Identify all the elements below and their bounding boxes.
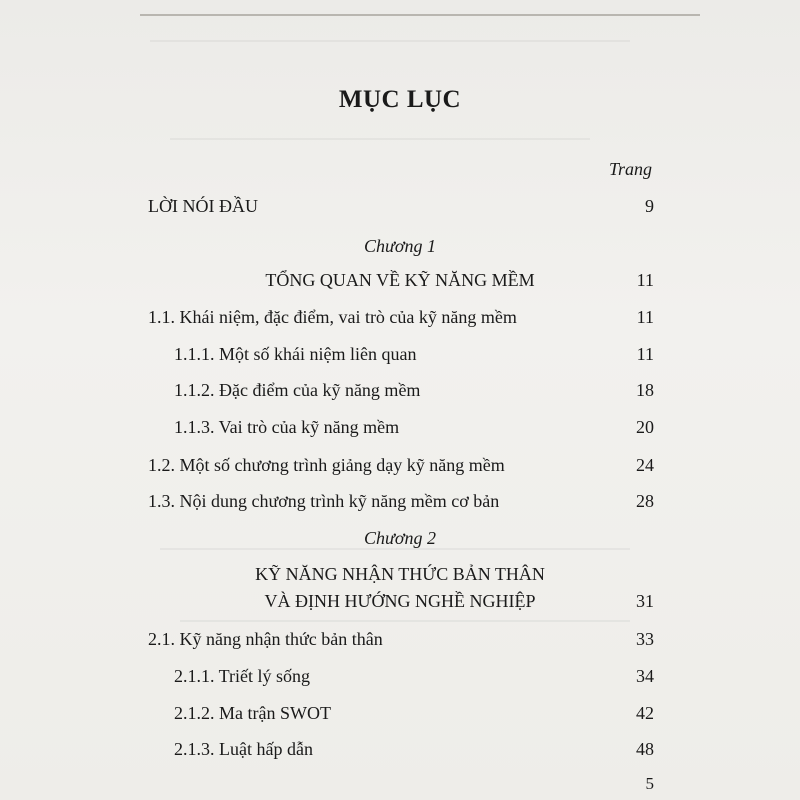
page-top-edge (140, 14, 700, 16)
toc-entry-label: 1.3. Nội dung chương trình kỹ năng mềm cơ bản (148, 491, 500, 511)
page-column-header: Trang (608, 159, 652, 179)
chapter-heading: VÀ ĐỊNH HƯỚNG NGHỀ NGHIỆP (264, 591, 536, 611)
page-number: 5 (645, 774, 654, 793)
toc-entry-label: 2.1.1. Triết lý sống (174, 666, 311, 686)
toc-entry-label: 1.1.1. Một số khái niệm liên quan (174, 344, 417, 364)
toc-entry-page: 28 (636, 491, 654, 511)
toc-entry-page: 48 (636, 739, 654, 759)
toc-entry-page: 24 (636, 455, 654, 475)
toc-entry-page: 11 (636, 344, 654, 364)
toc-entry-label: 1.1.2. Đặc điểm của kỹ năng mềm (174, 380, 421, 400)
toc-entry-page: 9 (645, 196, 654, 216)
toc-entry-label: 2.1.3. Luật hấp dẫn (174, 739, 313, 759)
toc-entry-page: 42 (636, 703, 654, 723)
toc-entry-label: 1.2. Một số chương trình giảng dạy kỹ năng mềm (148, 455, 505, 475)
chapter-label: Chương 2 (364, 528, 436, 548)
chapter-label: Chương 1 (364, 236, 436, 256)
toc-entry-label: LỜI NÓI ĐẦU (148, 196, 258, 216)
chapter-page: 11 (636, 270, 654, 290)
toc-entry-label: 1.1. Khái niệm, đặc điểm, vai trò của kỹ năng mềm (148, 307, 517, 327)
chapter-page: 31 (636, 591, 654, 611)
toc-entry-label: 1.1.3. Vai trò của kỹ năng mềm (174, 417, 400, 437)
toc-entry-label: 2.1.2. Ma trận SWOT (174, 703, 331, 723)
toc-entry-page: 11 (636, 307, 654, 327)
toc-entry-label: 2.1. Kỹ năng nhận thức bản thân (148, 629, 383, 649)
bleed-through-mark (150, 40, 630, 42)
chapter-heading: TỔNG QUAN VỀ KỸ NĂNG MỀM (265, 270, 535, 290)
chapter-heading: KỸ NĂNG NHẬN THỨC BẢN THÂN (255, 564, 545, 584)
toc-entry-page: 34 (636, 666, 654, 686)
toc-entry-page: 33 (636, 629, 654, 649)
toc-entry-page: 18 (636, 380, 654, 400)
bleed-through-mark (170, 138, 590, 140)
toc-entry-page: 20 (636, 417, 654, 437)
bleed-through-mark (180, 620, 630, 622)
page-title: MỤC LỤC (338, 86, 462, 113)
